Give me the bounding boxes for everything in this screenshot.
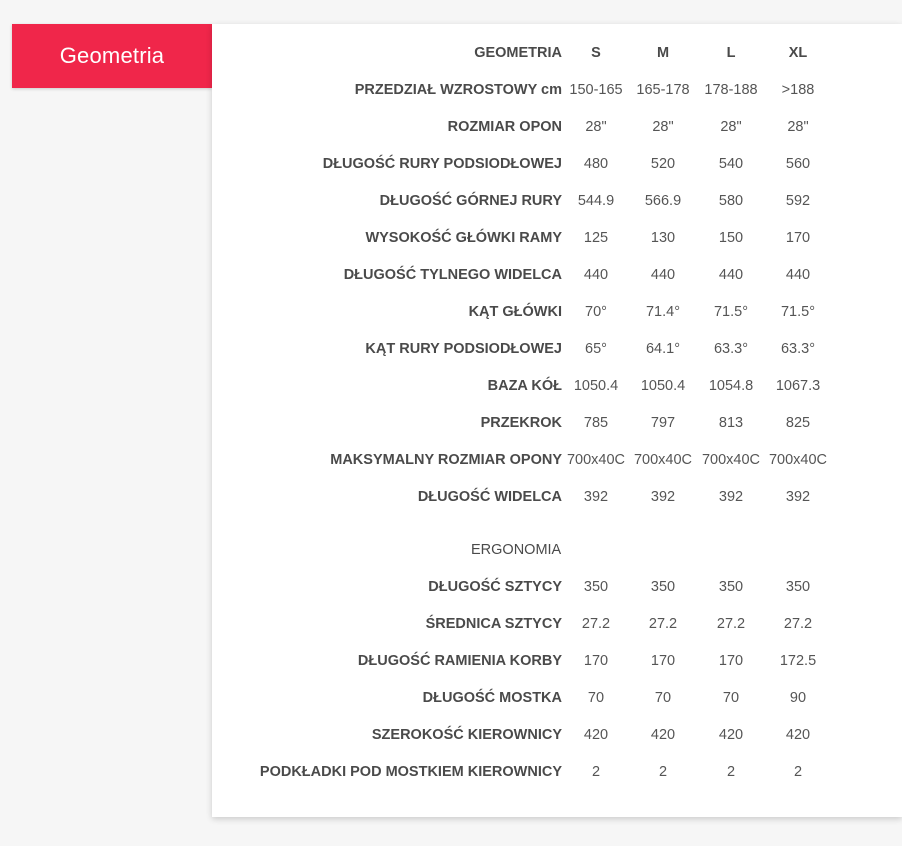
cell-value: 566.9 xyxy=(644,193,682,209)
size-header-s: S xyxy=(591,45,601,61)
cell-value: 27.2 xyxy=(648,616,678,632)
cell-value: 150-165 xyxy=(569,82,623,98)
row-label: DŁUGOŚĆ GÓRNEJ RURY xyxy=(379,193,562,209)
cell-value: 165-178 xyxy=(636,82,690,98)
cell-value: 580 xyxy=(718,193,744,209)
cell-value: 170 xyxy=(785,230,811,246)
cell-value: 785 xyxy=(583,415,609,431)
cell-value: 540 xyxy=(718,156,744,172)
row-label: KĄT GŁÓWKI xyxy=(468,304,562,320)
table-row xyxy=(212,680,902,717)
cell-value: 1050.4 xyxy=(573,378,619,394)
cell-value: 350 xyxy=(785,579,811,595)
cell-value: 70° xyxy=(585,304,607,320)
cell-value: 440 xyxy=(718,267,744,283)
cell-value: 1067.3 xyxy=(775,378,821,394)
cell-value: 440 xyxy=(583,267,609,283)
table-row xyxy=(212,146,902,183)
cell-value: 71.5° xyxy=(713,304,749,320)
cell-value: 420 xyxy=(785,727,811,743)
cell-value: 70 xyxy=(722,690,740,706)
row-label: KĄT RURY PODSIODŁOWEJ xyxy=(365,341,562,357)
cell-value: 170 xyxy=(583,653,609,669)
row-label: SZEROKOŚĆ KIEROWNICY xyxy=(371,727,562,743)
ergonomics-section-label: ERGONOMIA xyxy=(471,542,562,558)
cell-value: >188 xyxy=(781,82,815,98)
cell-value: 150 xyxy=(718,230,744,246)
cell-value: 71.4° xyxy=(645,304,681,320)
size-header-xl: XL xyxy=(788,45,808,61)
cell-value: 797 xyxy=(650,415,676,431)
size-header-m: M xyxy=(656,45,670,61)
table-row xyxy=(212,109,902,146)
cell-value: 350 xyxy=(650,579,676,595)
cell-value: 28" xyxy=(585,119,607,135)
cell-value: 700x40C xyxy=(701,452,761,468)
cell-value: 480 xyxy=(583,156,609,172)
cell-value: 63.3° xyxy=(713,341,749,357)
cell-value: 420 xyxy=(718,727,744,743)
table-row xyxy=(212,331,902,368)
cell-value: 520 xyxy=(650,156,676,172)
row-label: ŚREDNICA SZTYCY xyxy=(425,616,562,632)
cell-value: 350 xyxy=(583,579,609,595)
cell-value: 392 xyxy=(650,489,676,505)
section-header-row xyxy=(212,532,902,569)
table-row xyxy=(212,717,902,754)
row-label: PRZEDZIAŁ WZROSTOWY cm xyxy=(354,82,562,98)
table-row xyxy=(212,442,902,479)
row-label: DŁUGOŚĆ TYLNEGO WIDELCA xyxy=(343,267,562,283)
table-row xyxy=(212,569,902,606)
cell-value: 70 xyxy=(654,690,672,706)
cell-value: 70 xyxy=(587,690,605,706)
cell-value: 178-188 xyxy=(704,82,758,98)
cell-value: 63.3° xyxy=(780,341,816,357)
cell-value: 392 xyxy=(718,489,744,505)
cell-value: 170 xyxy=(650,653,676,669)
row-label: DŁUGOŚĆ RAMIENIA KORBY xyxy=(357,653,562,669)
tab-label: Geometria xyxy=(59,43,165,68)
row-label: DŁUGOŚĆ MOSTKA xyxy=(422,690,562,706)
cell-value: 27.2 xyxy=(716,616,746,632)
cell-value: 130 xyxy=(650,230,676,246)
cell-value: 28" xyxy=(787,119,809,135)
geometry-header-label: GEOMETRIA xyxy=(474,45,562,61)
cell-value: 65° xyxy=(585,341,607,357)
row-label: WYSOKOŚĆ GŁÓWKI RAMY xyxy=(365,230,562,246)
cell-value: 700x40C xyxy=(633,452,693,468)
row-label: MAKSYMALNY ROZMIAR OPONY xyxy=(330,452,562,468)
table-row xyxy=(212,754,902,791)
cell-value: 392 xyxy=(583,489,609,505)
cell-value: 700x40C xyxy=(768,452,828,468)
cell-value: 1050.4 xyxy=(640,378,686,394)
cell-value: 90 xyxy=(789,690,807,706)
cell-value: 28" xyxy=(720,119,742,135)
cell-value: 392 xyxy=(785,489,811,505)
cell-value: 544.9 xyxy=(577,193,615,209)
table-row xyxy=(212,479,902,516)
size-header-l: L xyxy=(726,45,736,61)
cell-value: 813 xyxy=(718,415,744,431)
cell-value: 2 xyxy=(726,764,736,780)
cell-value: 825 xyxy=(785,415,811,431)
cell-value: 700x40C xyxy=(566,452,626,468)
cell-value: 170 xyxy=(718,653,744,669)
table-row xyxy=(212,368,902,405)
cell-value: 420 xyxy=(650,727,676,743)
cell-value: 350 xyxy=(718,579,744,595)
cell-value: 27.2 xyxy=(783,616,813,632)
table-row xyxy=(212,72,902,109)
row-label: DŁUGOŚĆ RURY PODSIODŁOWEJ xyxy=(322,156,562,172)
cell-value: 125 xyxy=(583,230,609,246)
cell-value: 71.5° xyxy=(780,304,816,320)
cell-value: 64.1° xyxy=(645,341,681,357)
cell-value: 2 xyxy=(591,764,601,780)
table-row xyxy=(212,257,902,294)
cell-value: 2 xyxy=(793,764,803,780)
row-label: ROZMIAR OPON xyxy=(447,119,562,135)
table-header-row xyxy=(212,35,902,72)
row-label: PRZEKROK xyxy=(480,415,562,431)
tab-geometria[interactable] xyxy=(12,24,212,88)
cell-value: 440 xyxy=(785,267,811,283)
row-label: DŁUGOŚĆ SZTYCY xyxy=(428,579,562,595)
cell-value: 172.5 xyxy=(779,653,817,669)
table-row xyxy=(212,294,902,331)
table-row xyxy=(212,405,902,442)
cell-value: 2 xyxy=(658,764,668,780)
row-label: PODKŁADKI POD MOSTKIEM KIEROWNICY xyxy=(259,764,562,780)
cell-value: 440 xyxy=(650,267,676,283)
cell-value: 28" xyxy=(652,119,674,135)
table-row xyxy=(212,220,902,257)
table-row xyxy=(212,183,902,220)
table-row xyxy=(212,643,902,680)
row-label: DŁUGOŚĆ WIDELCA xyxy=(417,489,562,505)
cell-value: 592 xyxy=(785,193,811,209)
row-label: BAZA KÓŁ xyxy=(487,378,562,394)
cell-value: 560 xyxy=(785,156,811,172)
cell-value: 27.2 xyxy=(581,616,611,632)
cell-value: 420 xyxy=(583,727,609,743)
geometry-table-panel xyxy=(212,24,902,817)
table-row xyxy=(212,606,902,643)
cell-value: 1054.8 xyxy=(708,378,754,394)
